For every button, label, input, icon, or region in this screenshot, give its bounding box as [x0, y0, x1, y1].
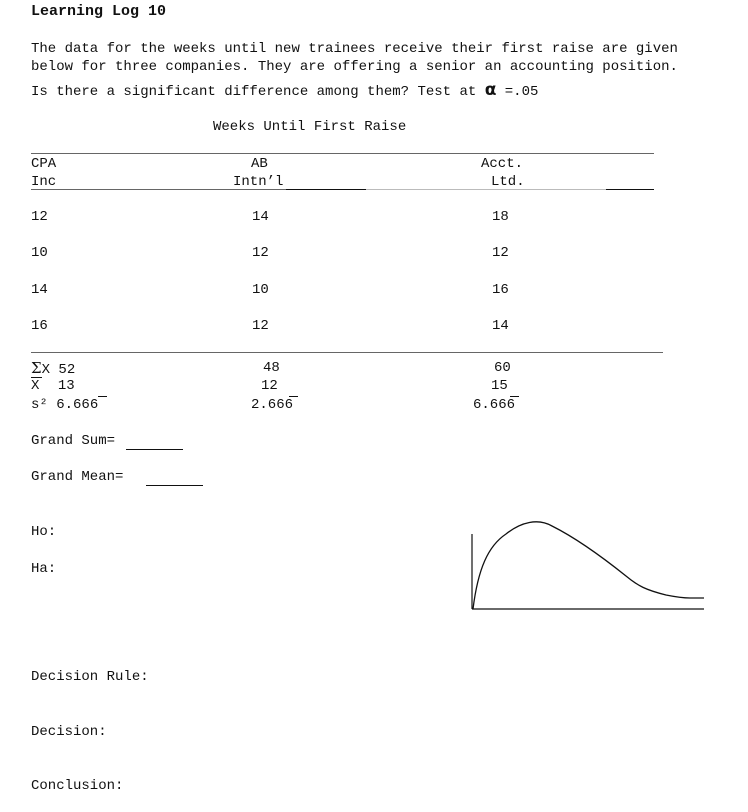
col-header-acct-line1: Acct.: [481, 156, 524, 172]
conclusion-label: Conclusion:: [31, 778, 124, 794]
cell-ab-row1: 14: [252, 209, 269, 225]
cell-cpa-row3: 14: [31, 282, 48, 298]
grand-sum-label: Grand Sum=: [31, 433, 116, 449]
cell-ab-row3: 10: [252, 282, 269, 298]
question-text: Is there a significant difference among them? Test at: [31, 84, 477, 100]
sum-row-label: [31, 360, 75, 378]
mean-row-label: [31, 378, 75, 394]
col-header-acct-line2: Ltd.: [491, 174, 525, 190]
grand-sum-blank: [126, 449, 183, 450]
intro-line-1: The data for the weeks until new trainees receive their first raise are given: [31, 41, 678, 57]
var-row-label: [31, 397, 98, 413]
var-acct: 6.666: [473, 397, 516, 413]
cell-acct-row2: 12: [492, 245, 509, 261]
sum-acct: 60: [494, 360, 511, 376]
ha-label: Ha:: [31, 561, 57, 577]
var-ab: 2.666: [251, 397, 294, 413]
var-cpa: 6.666: [56, 397, 99, 413]
sigma-symbol: Σ: [31, 359, 42, 377]
f-distribution-sketch: [466, 514, 711, 616]
header-blank-ab: [286, 189, 366, 190]
cell-cpa-row1: 12: [31, 209, 48, 225]
cell-acct-row1: 18: [492, 209, 509, 225]
sum-x-label: X: [41, 362, 51, 378]
mean-x-label: X: [31, 378, 40, 394]
col-header-ab-line1: AB: [251, 156, 268, 172]
cell-acct-row4: 14: [492, 318, 509, 334]
cell-cpa-row2: 10: [31, 245, 48, 261]
mean-cpa: 13: [57, 378, 75, 394]
mean-ab: 12: [261, 378, 278, 394]
cell-ab-row2: 12: [252, 245, 269, 261]
cell-acct-row3: 16: [492, 282, 509, 298]
question-line: [31, 82, 538, 100]
mean-acct: 15: [491, 378, 508, 394]
f-curve: [473, 522, 704, 609]
sum-ab: 48: [263, 360, 280, 376]
decision-rule-label: Decision Rule:: [31, 669, 149, 685]
mean-bar-cpa: [98, 396, 107, 397]
intro-line-2: below for three companies. They are offering a senior an accounting position.: [31, 59, 678, 75]
decision-label: Decision:: [31, 724, 107, 740]
alpha-value: =.05: [504, 84, 539, 100]
table-caption: Weeks Until First Raise: [213, 119, 407, 135]
table-bottom-rule: [31, 352, 663, 353]
alpha-symbol: α: [484, 80, 497, 100]
col-header-cpa-line1: CPA: [31, 156, 57, 172]
cell-cpa-row4: 16: [31, 318, 48, 334]
grand-mean-label: Grand Mean=: [31, 469, 124, 485]
header-blank-acct: [606, 189, 654, 190]
grand-mean-blank: [146, 485, 203, 486]
table-top-rule: [31, 153, 654, 154]
col-header-cpa-line2: Inc: [31, 174, 57, 190]
cell-ab-row4: 12: [252, 318, 269, 334]
col-header-ab-line2: Intn’l: [233, 174, 284, 190]
header-rule-mid: [366, 189, 606, 190]
var-s2-label: s²: [31, 397, 48, 413]
sum-cpa: 52: [58, 362, 76, 378]
ho-label: Ho:: [31, 524, 57, 540]
page-title: Learning Log 10: [31, 3, 167, 20]
